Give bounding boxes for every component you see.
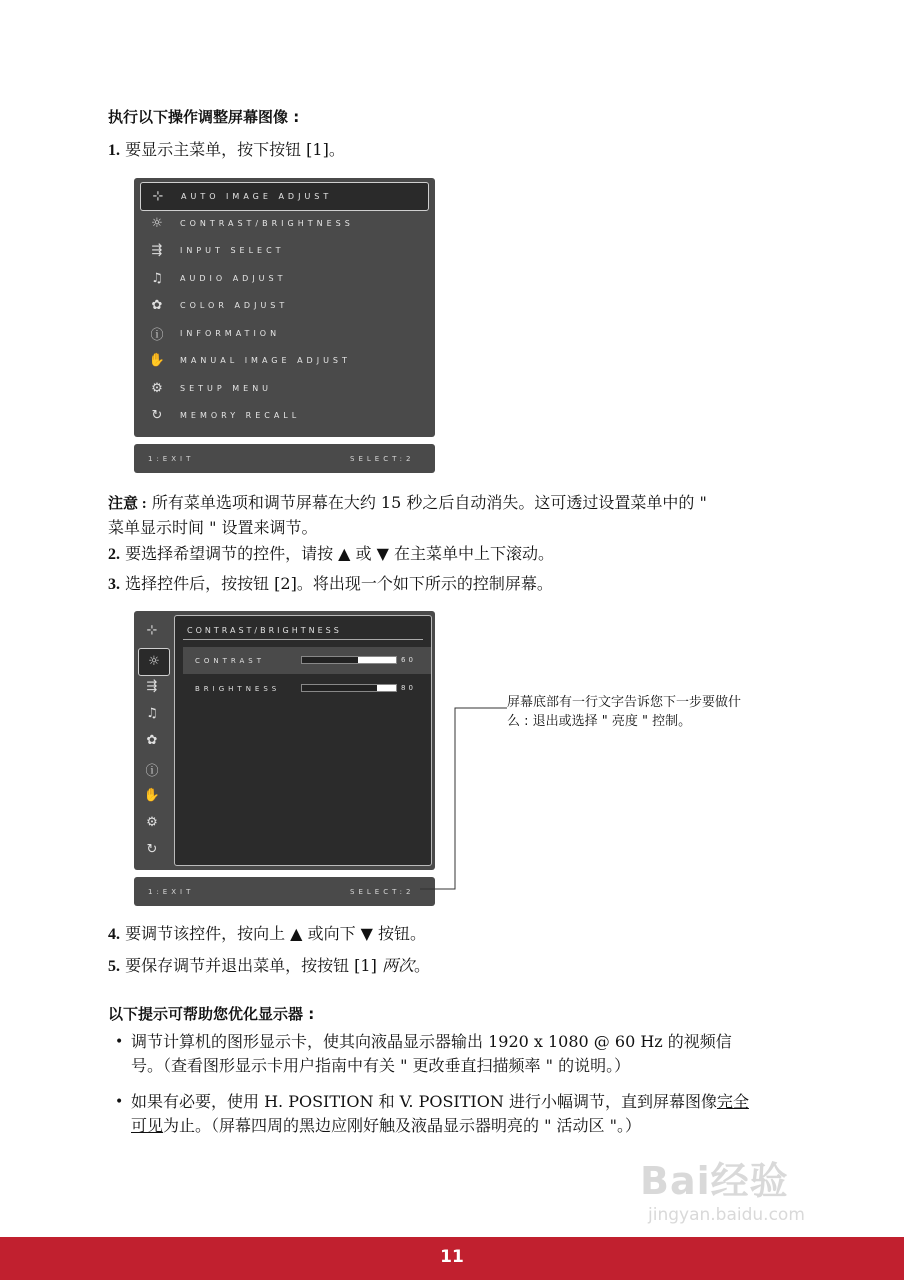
menu-item[interactable]	[140, 375, 429, 402]
step-number: 3.	[108, 576, 120, 593]
recall-icon: ↻	[146, 842, 158, 857]
step-end: 。	[413, 956, 430, 975]
note-text: 所有菜单选项和调节屏幕在大约 15 秒之后自动消失。这可透过设置菜单中的 "	[151, 493, 707, 512]
osd-status-bar	[134, 444, 435, 473]
input-icon: ⇶	[151, 243, 163, 258]
menu-item[interactable]	[140, 182, 429, 211]
menu-item[interactable]	[140, 292, 429, 319]
step-text: 要调节该控件，按向上 ▲ 或向下 ▼ 按钮。	[125, 924, 427, 943]
menu-item[interactable]	[140, 320, 429, 347]
select-hint: SELECT:2	[350, 888, 415, 896]
page-footer	[0, 1237, 904, 1280]
bullet: •	[115, 1094, 124, 1110]
audio-icon: ♫	[146, 706, 158, 721]
tip-2-text-2: 为止。（屏幕四周的黑边应刚好触及液晶显示器明亮的 " 活动区 "。）	[163, 1116, 641, 1135]
menu-item-label: CONTRAST/BRIGHTNESS	[180, 218, 354, 228]
step-text: 要选择希望调节的控件，请按 ▲ 或 ▼ 在主菜单中上下滚动。	[125, 544, 555, 563]
brightness-slider-fill	[302, 685, 377, 691]
divider	[183, 639, 423, 640]
brightness-slider[interactable]	[301, 684, 397, 692]
tip-2-underline-2: 可见	[131, 1116, 164, 1135]
note-label: 注意 :	[108, 496, 147, 512]
info-icon: ⓘ	[150, 327, 164, 343]
step-number: 2.	[108, 546, 120, 563]
step-1	[108, 138, 345, 163]
section-heading-tips: 以下提示可帮助您优化显示器 :	[108, 1005, 315, 1023]
menu-item[interactable]	[140, 237, 429, 264]
setup-icon: ⚙	[146, 815, 158, 830]
tip-2	[131, 1090, 811, 1138]
step-2	[108, 542, 554, 567]
contrast-slider[interactable]	[301, 656, 397, 664]
menu-item-label: MANUAL IMAGE ADJUST	[180, 356, 351, 365]
setup-icon: ⚙	[151, 380, 163, 396]
page-number: 11	[440, 1247, 464, 1267]
input-icon: ⇶	[146, 679, 158, 694]
baidu-watermark	[640, 1150, 805, 1225]
exit-hint: 1:EXIT	[148, 455, 195, 463]
step-text: 选择控件后，按按钮 [2]。将出现一个如下所示的控制屏幕。	[125, 574, 553, 593]
menu-item[interactable]	[140, 265, 429, 292]
watermark-url: jingyan.baidu.com	[648, 1205, 805, 1225]
note-paragraph	[108, 491, 798, 540]
step-text: 要保存调节并退出菜单，按按钮 [1]	[125, 956, 377, 975]
info-icon: ⓘ	[145, 764, 159, 779]
menu-item[interactable]	[140, 210, 429, 237]
tip-2-text: 如果有必要，使用 H. POSITION 和 V. POSITION 进行小幅调节，直到屏幕图像	[131, 1092, 717, 1111]
contrast-icon: ☼	[138, 648, 170, 676]
callout-text	[507, 693, 807, 731]
manual-adjust-icon: ✋	[143, 788, 161, 803]
menu-item-label: AUTO IMAGE ADJUST	[181, 192, 333, 201]
step-emphasis: 两次	[381, 956, 414, 975]
tip-1	[131, 1030, 811, 1078]
section-heading-adjust: 执行以下操作调整屏幕图像 :	[108, 108, 300, 126]
step-3	[108, 572, 553, 597]
menu-item-label: INPUT SELECT	[180, 246, 285, 255]
note-text-2: 菜单显示时间 " 设置来调节。	[108, 518, 318, 537]
menu-item-label: INFORMATION	[180, 328, 281, 338]
brightness-value: 80	[401, 684, 416, 692]
panel-title: CONTRAST/BRIGHTNESS	[187, 626, 342, 635]
contrast-icon: ☼	[151, 215, 163, 231]
callout-connector	[415, 700, 515, 895]
contrast-label: CONTRAST	[195, 657, 265, 665]
tip-1-line-1: 调节计算机的图形显示卡，使其向液晶显示器输出 1920 x 1080 @ 60 Hz 的视频信	[131, 1032, 732, 1051]
menu-item-label: SETUP MENU	[180, 383, 273, 393]
contrast-value: 60	[401, 656, 416, 664]
callout-line-2: 么 : 退出或选择 " 亮度 " 控制。	[507, 714, 692, 729]
control-panel	[174, 615, 432, 866]
osd-status-bar-2	[134, 877, 435, 906]
contrast-slider-fill	[302, 657, 358, 663]
color-icon: ✿	[146, 733, 158, 748]
exit-hint: 1:EXIT	[148, 888, 195, 896]
select-hint: SELECT:2	[350, 455, 415, 463]
osd-contrast-menu	[134, 611, 435, 870]
menu-item-label: MEMORY RECALL	[180, 411, 301, 420]
step-5	[108, 954, 430, 979]
step-4	[108, 922, 426, 947]
auto-adjust-icon: ⊹	[152, 189, 164, 204]
color-icon: ✿	[151, 298, 163, 313]
step-number: 1.	[108, 142, 120, 159]
brightness-label: BRIGHTNESS	[195, 685, 281, 693]
auto-adjust-icon: ⊹	[146, 623, 158, 638]
callout-line-1: 屏幕底部有一行文字告诉您下一步要做什	[507, 695, 742, 710]
menu-item-label: AUDIO ADJUST	[180, 273, 287, 283]
step-text: 要显示主菜单，按下按钮 [1]。	[125, 140, 345, 159]
menu-item-label: COLOR ADJUST	[180, 301, 289, 310]
manual-adjust-icon: ✋	[148, 353, 166, 368]
recall-icon: ↻	[151, 408, 163, 423]
contrast-row[interactable]	[183, 647, 431, 674]
watermark-brand: Bai经验	[640, 1159, 789, 1203]
osd-main-menu	[134, 178, 435, 437]
tip-2-underline: 完全	[716, 1092, 749, 1111]
tip-1-line-2: 号。（查看图形显示卡用户指南中有关 " 更改垂直扫描频率 " 的说明。）	[131, 1056, 631, 1075]
brightness-row[interactable]	[183, 675, 431, 702]
bullet: •	[115, 1034, 124, 1050]
step-number: 4.	[108, 926, 120, 943]
step-number: 5.	[108, 958, 120, 975]
audio-icon: ♫	[151, 270, 163, 286]
menu-item[interactable]	[140, 402, 429, 429]
menu-item[interactable]	[140, 347, 429, 374]
